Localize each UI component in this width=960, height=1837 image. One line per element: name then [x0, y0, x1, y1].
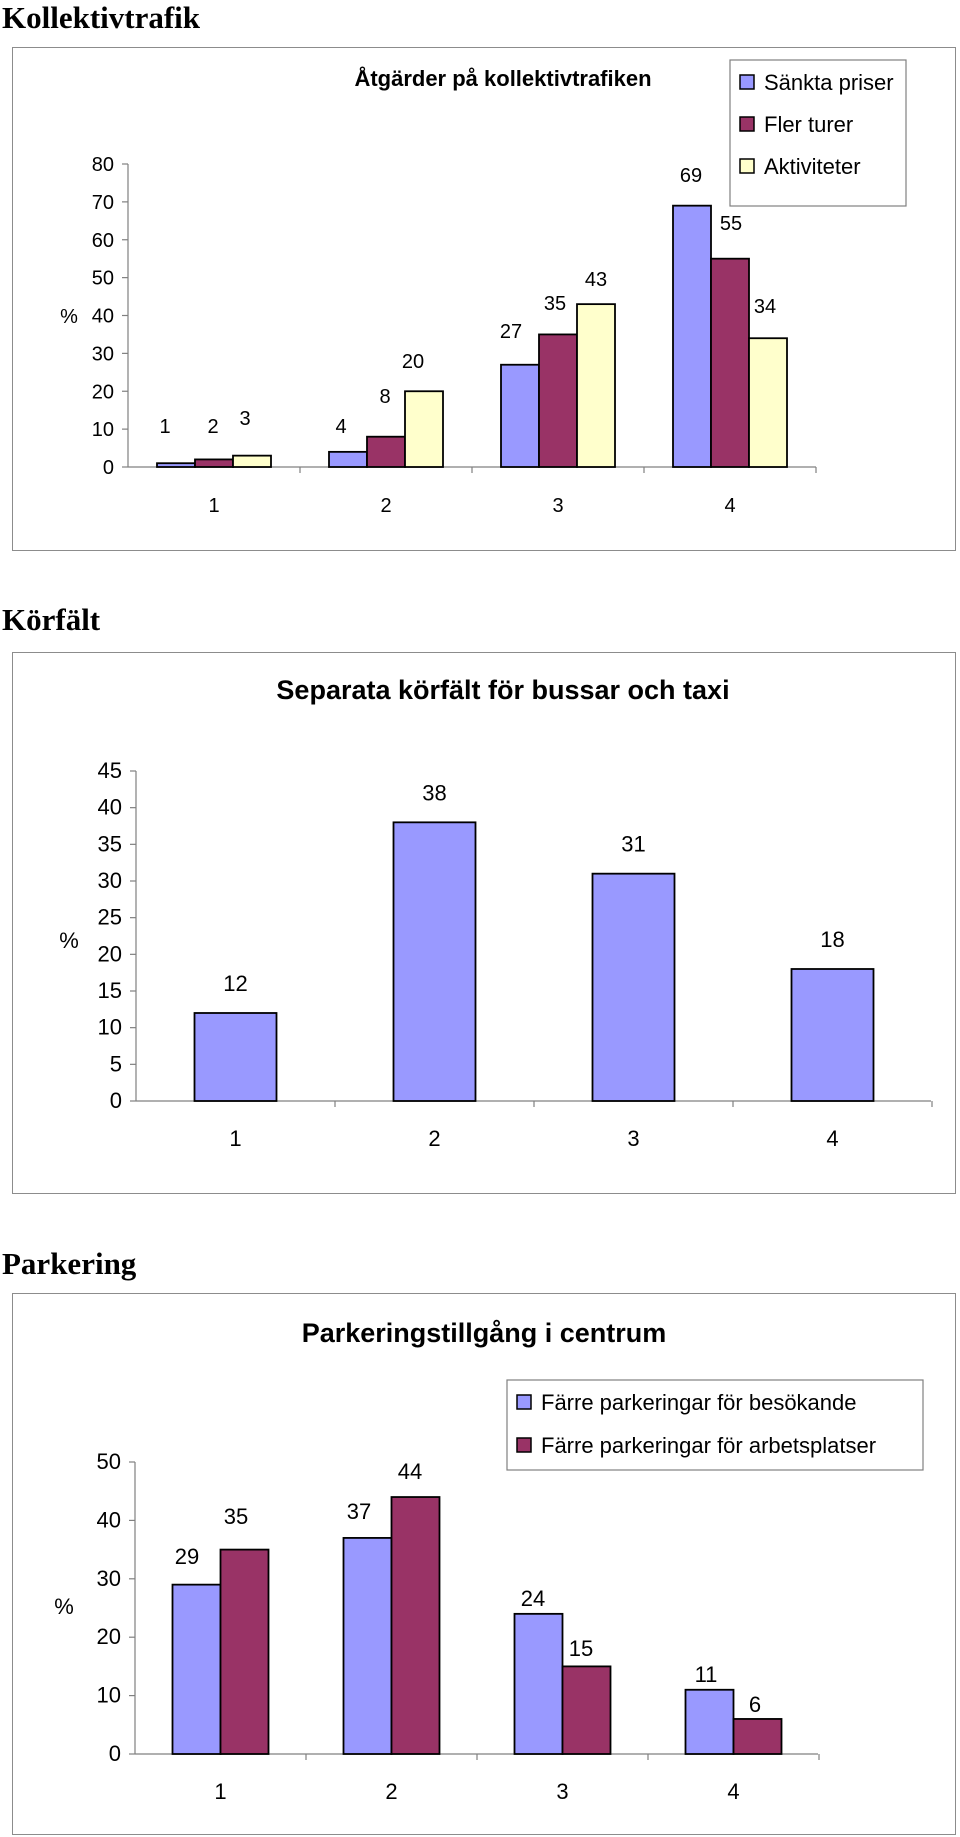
bar-f-rre-parkeringar-f-r-bes-kande-cat-1 — [173, 1585, 221, 1754]
legend-swatch-0 — [740, 75, 754, 89]
y-tick-label: 40 — [96, 1507, 121, 1533]
bar-aktiviteter-cat-3 — [577, 304, 615, 467]
bar-fler-turer-cat-4 — [711, 259, 749, 467]
bar-series-cat-1 — [195, 1013, 277, 1101]
y-tick-label: 25 — [97, 904, 122, 930]
bar-fler-turer-cat-1 — [195, 459, 233, 467]
bar-series-cat-3 — [593, 874, 675, 1101]
bar-s-nkta-priser-cat-1 — [157, 463, 195, 467]
data-label: 20 — [401, 351, 425, 373]
legend-swatch-0 — [517, 1395, 531, 1409]
y-tick-label: 5 — [109, 1051, 122, 1077]
bar-s-nkta-priser-cat-3 — [501, 365, 539, 467]
chart-title: Separata körfält för bussar och taxi — [276, 675, 730, 705]
y-tick-label: 30 — [96, 1565, 121, 1591]
y-tick-label: 35 — [97, 831, 122, 857]
x-tick-label: 2 — [380, 495, 392, 517]
legend-label-1: Färre parkeringar för arbetsplatser — [541, 1433, 877, 1458]
data-label: 44 — [397, 1459, 423, 1484]
data-label: 4 — [335, 416, 347, 438]
bar-fler-turer-cat-3 — [539, 334, 577, 467]
data-label: 1 — [159, 416, 171, 438]
y-tick-label: 70 — [91, 191, 114, 214]
x-tick-label: 1 — [214, 1779, 227, 1804]
data-label: 35 — [543, 293, 567, 315]
x-tick-label: 3 — [627, 1126, 640, 1151]
y-tick-label: 10 — [97, 1014, 122, 1040]
data-label: 29 — [174, 1544, 200, 1569]
section-heading-parkering: Parkering — [2, 1246, 137, 1281]
x-tick-label: 4 — [727, 1779, 740, 1804]
section-heading-kollektivtrafik: Kollektivtrafik — [2, 0, 201, 35]
bar-aktiviteter-cat-1 — [233, 456, 271, 467]
y-tick-label: 40 — [91, 305, 114, 328]
bar-fler-turer-cat-2 — [367, 437, 405, 467]
y-tick-label: 45 — [97, 758, 122, 783]
bar-f-rre-parkeringar-f-r-arbetsplatser-cat-1 — [221, 1550, 269, 1754]
data-label: 8 — [379, 386, 391, 408]
data-label: 69 — [679, 165, 703, 187]
data-label: 38 — [422, 780, 447, 806]
bar-aktiviteter-cat-2 — [405, 391, 443, 467]
legend-label-1: Fler turer — [764, 112, 854, 137]
y-tick-label: 0 — [109, 1088, 122, 1113]
x-tick-label: 3 — [552, 495, 564, 517]
legend-label-0: Färre parkeringar för besökande — [541, 1390, 857, 1415]
data-label: 15 — [568, 1636, 594, 1661]
y-tick-label: 80 — [91, 154, 114, 176]
chart-korfalt — [12, 652, 956, 1194]
y-tick-label: 0 — [102, 457, 114, 479]
chart-parkering — [12, 1293, 956, 1835]
x-tick-label: 4 — [826, 1126, 839, 1151]
y-tick-label: 30 — [91, 343, 114, 366]
bar-series-cat-4 — [792, 969, 874, 1101]
data-label: 3 — [239, 408, 251, 430]
data-label: 43 — [584, 269, 608, 291]
bar-aktiviteter-cat-4 — [749, 338, 787, 467]
legend-label-2: Aktiviteter — [764, 154, 861, 179]
data-label: 35 — [223, 1504, 249, 1529]
data-label: 6 — [748, 1692, 762, 1717]
y-axis-label: % — [60, 306, 78, 328]
x-tick-label: 1 — [208, 495, 220, 517]
y-axis-label: % — [54, 1594, 74, 1619]
y-tick-label: 40 — [97, 794, 122, 820]
bar-s-nkta-priser-cat-4 — [673, 206, 711, 467]
data-label: 34 — [753, 296, 777, 318]
y-tick-label: 50 — [91, 267, 114, 290]
y-tick-label: 20 — [97, 941, 122, 967]
bar-f-rre-parkeringar-f-r-bes-kande-cat-2 — [344, 1538, 392, 1754]
x-tick-label: 4 — [724, 495, 736, 517]
data-label: 27 — [499, 321, 523, 343]
y-tick-label: 0 — [108, 1741, 121, 1766]
chart-parkering-plot — [13, 1294, 955, 1834]
chart-korfalt-plot — [13, 653, 955, 1193]
data-label: 24 — [520, 1586, 546, 1611]
data-label: 2 — [207, 416, 219, 438]
bar-f-rre-parkeringar-f-r-arbetsplatser-cat-3 — [563, 1666, 611, 1754]
chart-title: Åtgärder på kollektivtrafiken — [354, 66, 652, 91]
chart-kollektivtrafik — [12, 47, 956, 551]
y-axis-label: % — [59, 928, 79, 953]
y-tick-label: 30 — [97, 868, 122, 893]
legend-swatch-2 — [740, 159, 754, 173]
bar-f-rre-parkeringar-f-r-bes-kande-cat-4 — [686, 1690, 734, 1754]
bar-f-rre-parkeringar-f-r-bes-kande-cat-3 — [515, 1614, 563, 1754]
legend-swatch-1 — [517, 1438, 531, 1452]
x-tick-label: 1 — [229, 1126, 242, 1151]
data-label: 11 — [694, 1662, 718, 1687]
bar-series-cat-2 — [394, 822, 476, 1101]
data-label: 18 — [820, 927, 845, 952]
data-label: 31 — [621, 831, 646, 857]
legend-swatch-1 — [740, 117, 754, 131]
bar-f-rre-parkeringar-f-r-arbetsplatser-cat-2 — [392, 1497, 440, 1754]
y-tick-label: 10 — [96, 1682, 121, 1708]
section-heading-korfalt: Körfält — [2, 602, 101, 637]
data-label: 37 — [346, 1499, 372, 1524]
chart-kollektivtrafik-plot — [13, 48, 955, 550]
chart-title: Parkeringstillgång i centrum — [301, 1318, 667, 1348]
bar-f-rre-parkeringar-f-r-arbetsplatser-cat-4 — [734, 1719, 782, 1754]
data-label: 12 — [223, 971, 248, 996]
x-tick-label: 2 — [385, 1779, 398, 1804]
y-tick-label: 15 — [97, 978, 122, 1003]
legend-label-0: Sänkta priser — [764, 70, 894, 95]
y-tick-label: 60 — [91, 229, 114, 252]
y-tick-label: 20 — [96, 1624, 121, 1650]
y-tick-label: 20 — [91, 381, 114, 404]
bar-s-nkta-priser-cat-2 — [329, 452, 367, 467]
data-label: 55 — [719, 213, 743, 235]
x-tick-label: 2 — [428, 1126, 441, 1151]
x-tick-label: 3 — [556, 1779, 569, 1804]
y-tick-label: 50 — [96, 1449, 121, 1474]
y-tick-label: 10 — [91, 419, 114, 442]
